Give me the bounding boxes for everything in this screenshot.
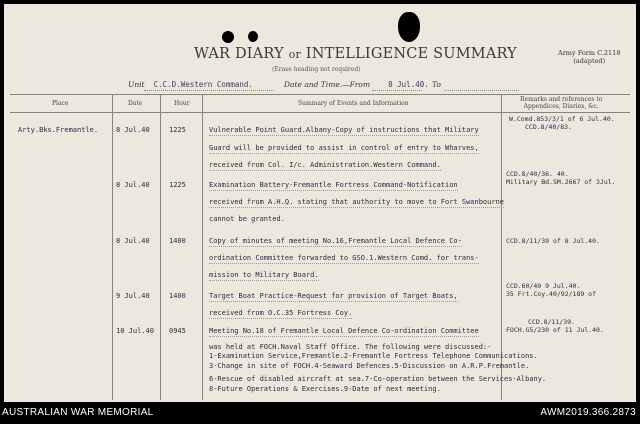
entry-hour: 1400 [169,292,186,300]
entry-hour: 1225 [169,181,186,189]
column-header-remarks: Remarks and references to Appendices, Diaries, &c. [520,96,603,110]
entry-date: 10 Jul.40 [116,327,154,335]
entry-date: 8 Jul.40 [116,181,150,189]
column-header-date: Date [128,100,143,107]
entry-summary-line: received from Col. I/c. Administration.Western Command. [209,161,441,169]
table-top-border [10,94,630,95]
to-field: To [432,80,441,89]
column-divider [112,94,113,400]
entry-remarks: CCD.60/40 9 Jul.40. 35 Frt.Coy.40/92/189 of [506,282,597,298]
entry-date: 8 Jul.40 [116,126,150,134]
entry-summary-line: Vulnerable Point Guard.Albany-Copy of instructions that Military [209,126,479,134]
entry-summary-line: received from A.H.Q. stating that authority to move to Fort Swanbourne [209,198,505,206]
entry-summary-line: Target Boat Practice-Request for provision of Target Boats, [209,292,458,300]
entry-summary-line: 3-Change in site of FOCH.4-Seaward Defences.5-Discussion on A.R.P.Fremantle. [209,362,530,370]
header-bottom-border [10,112,630,113]
entry-remarks: CCD.8/40/36. 40. Military Bd.SM.2667 of 3Jul. [506,170,616,186]
column-header-hour: Hour [174,100,190,107]
entry-hour: 0945 [169,327,186,335]
entry-date: 9 Jul.40 [116,292,150,300]
entry-summary-line: cannot be granted. [209,215,285,223]
column-header-summary: Summary of Events and Information [298,100,409,107]
punch-hole [398,12,420,42]
entry-summary-line: mission to Military Board. [209,271,319,279]
column-divider [160,94,161,400]
entry-summary-line: 8-Future Operations & Exercises.9-Date of next meeting. [209,385,441,393]
diary-sheet [4,4,636,402]
diary-subtitle: (Erase heading not required) [272,66,361,73]
entry-summary-line: 1-Examination Service,Fremantle.2-Fremantle Fortress Telephone Communications. [209,352,538,360]
entry-summary-line: Examination Battery-Fremantle Fortress Command-Notification [209,181,458,189]
date-time-field: Date and Time.—From 8 Jul.40. [284,80,429,89]
entry-summary-line: 6-Rescue of disabled aircraft at sea.7-Co-operation between the Services-Albany. [209,375,547,383]
from-date-value: 8 Jul.40. [388,80,429,89]
archive-reference: AWM2019.366.2873 [540,407,636,418]
entry-summary-line: ordination Committee forwarded to GSO.1.Western Comd. for trans- [209,254,479,262]
unit-field: Unit C.C.D.Western Command. [128,80,253,89]
entry-remarks: CCD.8/11/39. FOCH.G5/230 of 11 Jul.40. [506,318,604,334]
entry-summary-line: Copy of minutes of meeting No.16,Fremantle Local Defence Co- [209,237,462,245]
entry-date: 8 Jul.40 [116,237,150,245]
entry-summary-line: was held at FOCH.Naval Staff Office. The following were discussed:- [209,343,492,351]
entry-remarks: CCD.8/11/39 of 8 Jul.40. [506,237,600,245]
archive-credit: AUSTRALIAN WAR MEMORIAL [2,407,154,418]
form-number: Army Form C.2118 (adapted) [558,49,621,65]
entry-summary-line: Guard will be provided to assist in control of entry to Wharves, [209,144,479,152]
entry-summary-line: Meeting No.18 of Fremantle Local Defence Co-ordination Committee [209,327,479,335]
entry-place: Arty.Bks.Fremantle. [18,126,99,134]
column-header-place: Place [52,100,69,107]
entry-summary-line: received from O.C.35 Fortress Coy. [209,309,353,317]
punch-hole [248,31,258,42]
entry-hour: 1225 [169,126,186,134]
punch-hole [222,31,234,43]
diary-title: WAR DIARY or INTELLIGENCE SUMMARY [194,46,517,62]
entry-hour: 1400 [169,237,186,245]
unit-value: C.C.D.Western Command. [153,80,253,89]
entry-remarks: W.Comd.853/3/1 of 6 Jul.40. CCD.8/40/83. [509,115,615,131]
column-divider [202,94,203,400]
